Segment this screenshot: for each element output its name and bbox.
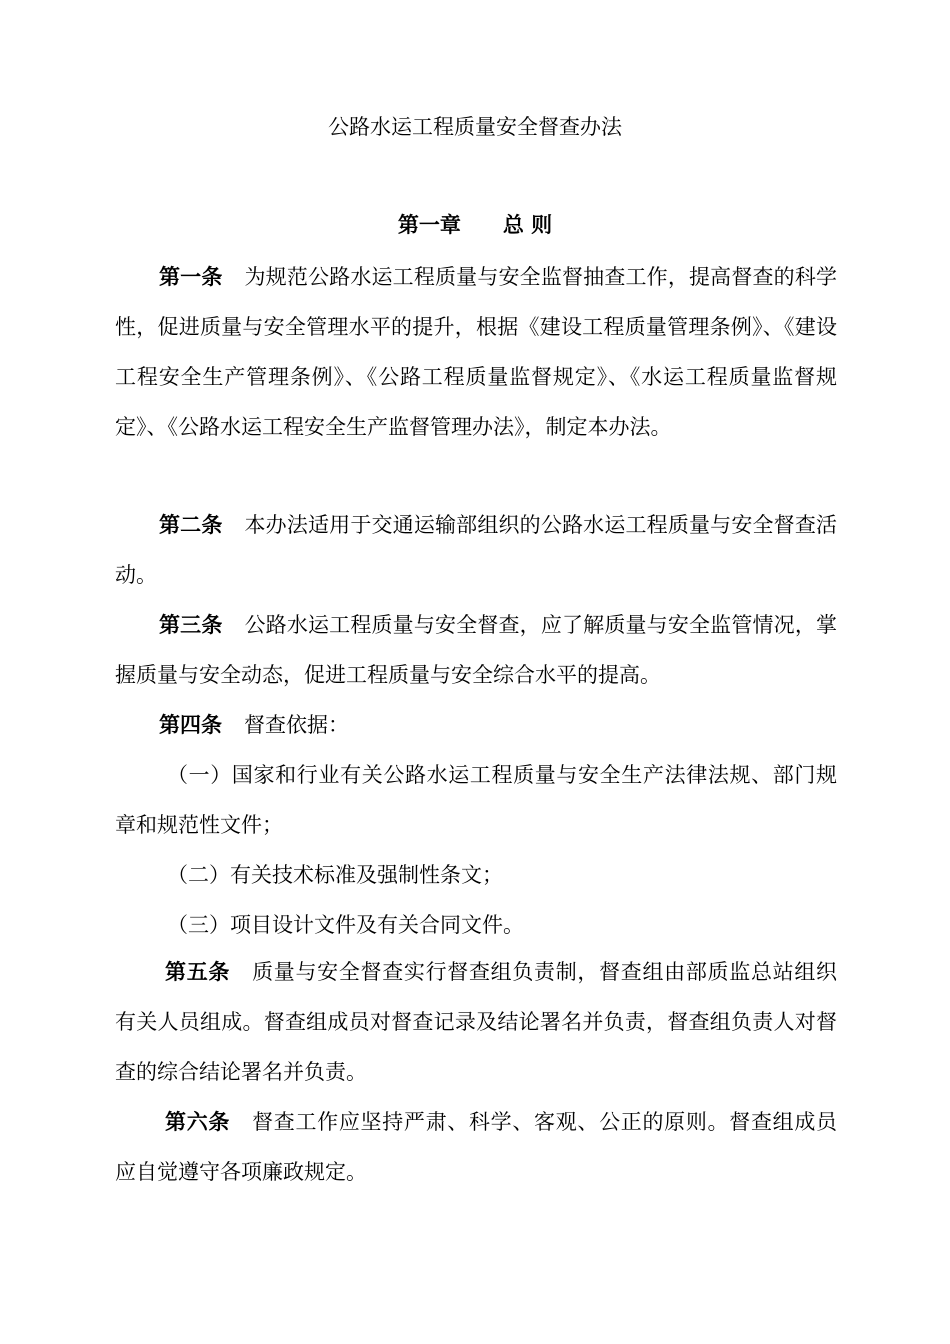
article-text: 为规范公路水运工程质量与安全监督抽查工作，提高督查的科学性，促进质量与安全管理水平的提升，根据《建设工程质量管理条例》、《建设工程安全生产管理条例》、《公路工程质量监督规定》、《水运工程质量监督规定》、《公路水运工程安全生产监督管理办法》，制定本办法。 (115, 265, 837, 439)
chapter-number: 第一章 (397, 212, 461, 237)
article-label: 第二条 (159, 512, 223, 537)
article-text: 督查工作应坚持严肃、科学、客观、公正的原则。督查组成员应自觉遵守各项廉政规定。 (115, 1110, 838, 1184)
article-3 (115, 600, 837, 700)
article-2 (115, 500, 837, 600)
article-text: 质量与安全督查实行督查组负责制，督查组由部质监总站组织有关人员组成。督查组成员对督查记录及结论署名并负责，督查组负责人对督查的综合结论署名并负责。 (115, 960, 838, 1084)
article-label: 第五条 (165, 959, 231, 984)
article-4 (115, 700, 837, 750)
article-label: 第四条 (159, 712, 222, 737)
document-title: 公路水运工程质量安全督查办法 (328, 115, 622, 139)
article-1 (115, 252, 837, 452)
basis-item-2: （二）有关技术标准及强制性条文； (167, 863, 503, 887)
chapter-name: 总 则 (502, 212, 553, 237)
article-text: 公路水运工程质量与安全督查，应了解质量与安全监管情况，掌握质量与安全动态，促进工程质量与安全综合水平的提高。 (115, 613, 837, 687)
article-label: 第一条 (159, 264, 223, 289)
chapter-heading (0, 210, 950, 240)
article-text: 督查依据： (244, 713, 349, 737)
article-5 (115, 947, 837, 1097)
article-label: 第六条 (165, 1109, 231, 1134)
basis-item-3: （三）项目设计文件及有关合同文件。 (167, 913, 524, 937)
article-label: 第三条 (159, 612, 223, 637)
basis-item-1: （一）国家和行业有关公路水运工程质量与安全生产法律法规、部门规章和规范性文件； (115, 763, 837, 837)
article-text: 本办法适用于交通运输部组织的公路水运工程质量与安全督查活动。 (115, 513, 837, 587)
article-6 (115, 1097, 837, 1197)
